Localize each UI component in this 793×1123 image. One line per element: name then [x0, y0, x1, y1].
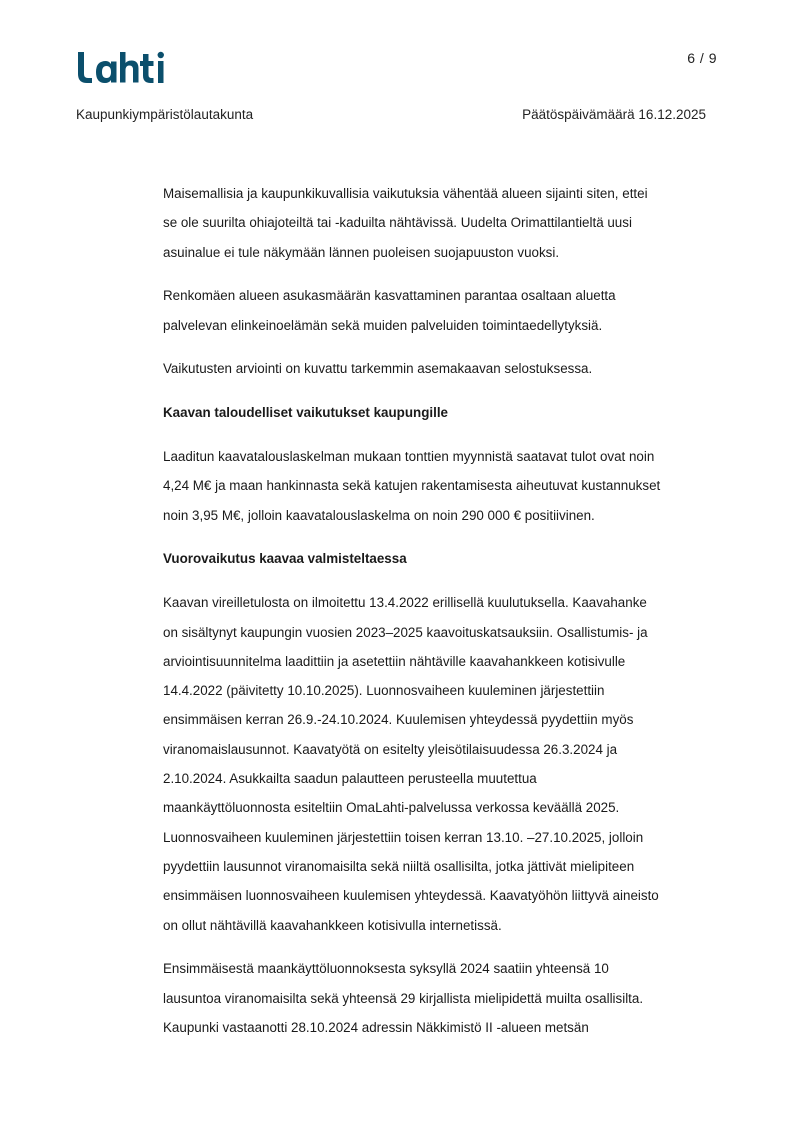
text-line: 14.4.2022 (päivitetty 10.10.2025). Luonnosvaiheen kuuleminen järjestettiin: [163, 683, 605, 699]
paragraph-impact-assessment: [163, 354, 723, 383]
text-line: Ensimmäisestä maankäyttöluonnoksesta syksyllä 2024 saatiin yhteensä 10: [163, 961, 609, 977]
text-line: arviointisuunnitelma laadittiin ja asetettiin nähtäville kaavahankkeen kotisivulle: [163, 653, 626, 669]
text-line: palvelevan elinkeinoelämän sekä muiden palveluiden toimintaedellytyksiä.: [163, 317, 603, 333]
text-line: 2.10.2024. Asukkailta saadun palautteen perusteella muutettua: [163, 771, 537, 787]
text-line: lausuntoa viranomaisilta sekä yhteensä 29 kirjallista mielipidettä muilta osallisilta.: [163, 990, 644, 1006]
text-line: ensimmäisen luonnosvaiheen kuulemisen yhteydessä. Kaavatyöhön liittyvä aineisto: [163, 888, 659, 904]
text-line: pyydettiin lausunnot viranomaisilta sekä niiltä osallisilta, jotka jättivät mielipiteen: [163, 858, 635, 874]
text-line: Renkomäen alueen asukasmäärän kasvattaminen parantaa osaltaan aluetta: [163, 288, 616, 304]
text-line: viranomaislausunnot. Kaavatyötä on esitelty yleisötilaisuudessa 26.3.2024 ja: [163, 741, 618, 757]
text-line: Luonnosvaiheen kuuleminen järjestettiin toisen kerran 13.10. –27.10.2025, jolloin: [163, 829, 644, 845]
paragraph-interaction-process: [163, 588, 723, 940]
paragraph-economic-calculation: [163, 442, 723, 530]
text-line: Maisemallisia ja kaupunkikuvallisia vaikutuksia vähentää alueen sijainti siten, ettei: [163, 186, 648, 201]
lahti-logo: [76, 44, 168, 84]
text-line: Laaditun kaavatalouslaskelman mukaan tonttien myynnistä saatavat tulot ovat noin: [163, 449, 655, 465]
text-line: maankäyttöluonnosta esiteltiin OmaLahti-palvelussa verkossa keväällä 2025.: [163, 800, 620, 816]
text-line: se ole suurilta ohiajoteiltä tai -kaduilta nähtävissä. Uudelta Orimattilantieltä uusi: [163, 215, 632, 231]
text-line: on ollut nähtävillä kaavahankkeen kotisivulla internetissä.: [163, 917, 502, 933]
page-number: 6 / 9: [687, 50, 717, 66]
text-line: on sisältynyt kaupungin vuosien 2023–2025 kaavoituskatsauksiin. Osallistumis- ja: [163, 624, 648, 640]
text-line: Kaavan vireilletulosta on ilmoitettu 13.4.2022 erillisellä kuulutuksella. Kaavahanke: [163, 595, 647, 611]
text-line: Vaikutusten arviointi on kuvattu tarkemmin asemakaavan selostuksessa.: [163, 361, 593, 377]
text-line: 4,24 M€ ja maan hankinnasta sekä katujen rakentamisesta aiheutuvat kustannukset: [163, 478, 661, 494]
heading-economic-impacts: Kaavan taloudelliset vaikutukset kaupungille: [163, 405, 449, 421]
decision-date: Päätöspäivämäärä 16.12.2025: [522, 107, 706, 122]
text-line: noin 3,95 M€, jolloin kaavatalouslaskelma on noin 290 000 € positiivinen.: [163, 507, 595, 523]
text-line: asuinalue ei tule näkymään lännen puoleisen suojapuuston vuoksi.: [163, 244, 560, 260]
paragraph-visual-impacts: [163, 179, 723, 267]
lahti-logo-icon: [76, 50, 168, 84]
text-line: ensimmäisen kerran 26.9.-24.10.2024. Kuulemisen yhteydessä pyydettiin myös: [163, 712, 634, 728]
paragraph-population-growth: [163, 281, 723, 340]
text-line: Kaupunki vastaanotti 28.10.2024 adressin Näkkimistö II -alueen metsän: [163, 1019, 589, 1035]
organization-name: Kaupunkiympäristölautakunta: [76, 107, 254, 122]
heading-interaction: Vuorovaikutus kaavaa valmisteltaessa: [163, 551, 407, 567]
document-body: [163, 179, 723, 1057]
paragraph-feedback-summary: [163, 954, 723, 1042]
